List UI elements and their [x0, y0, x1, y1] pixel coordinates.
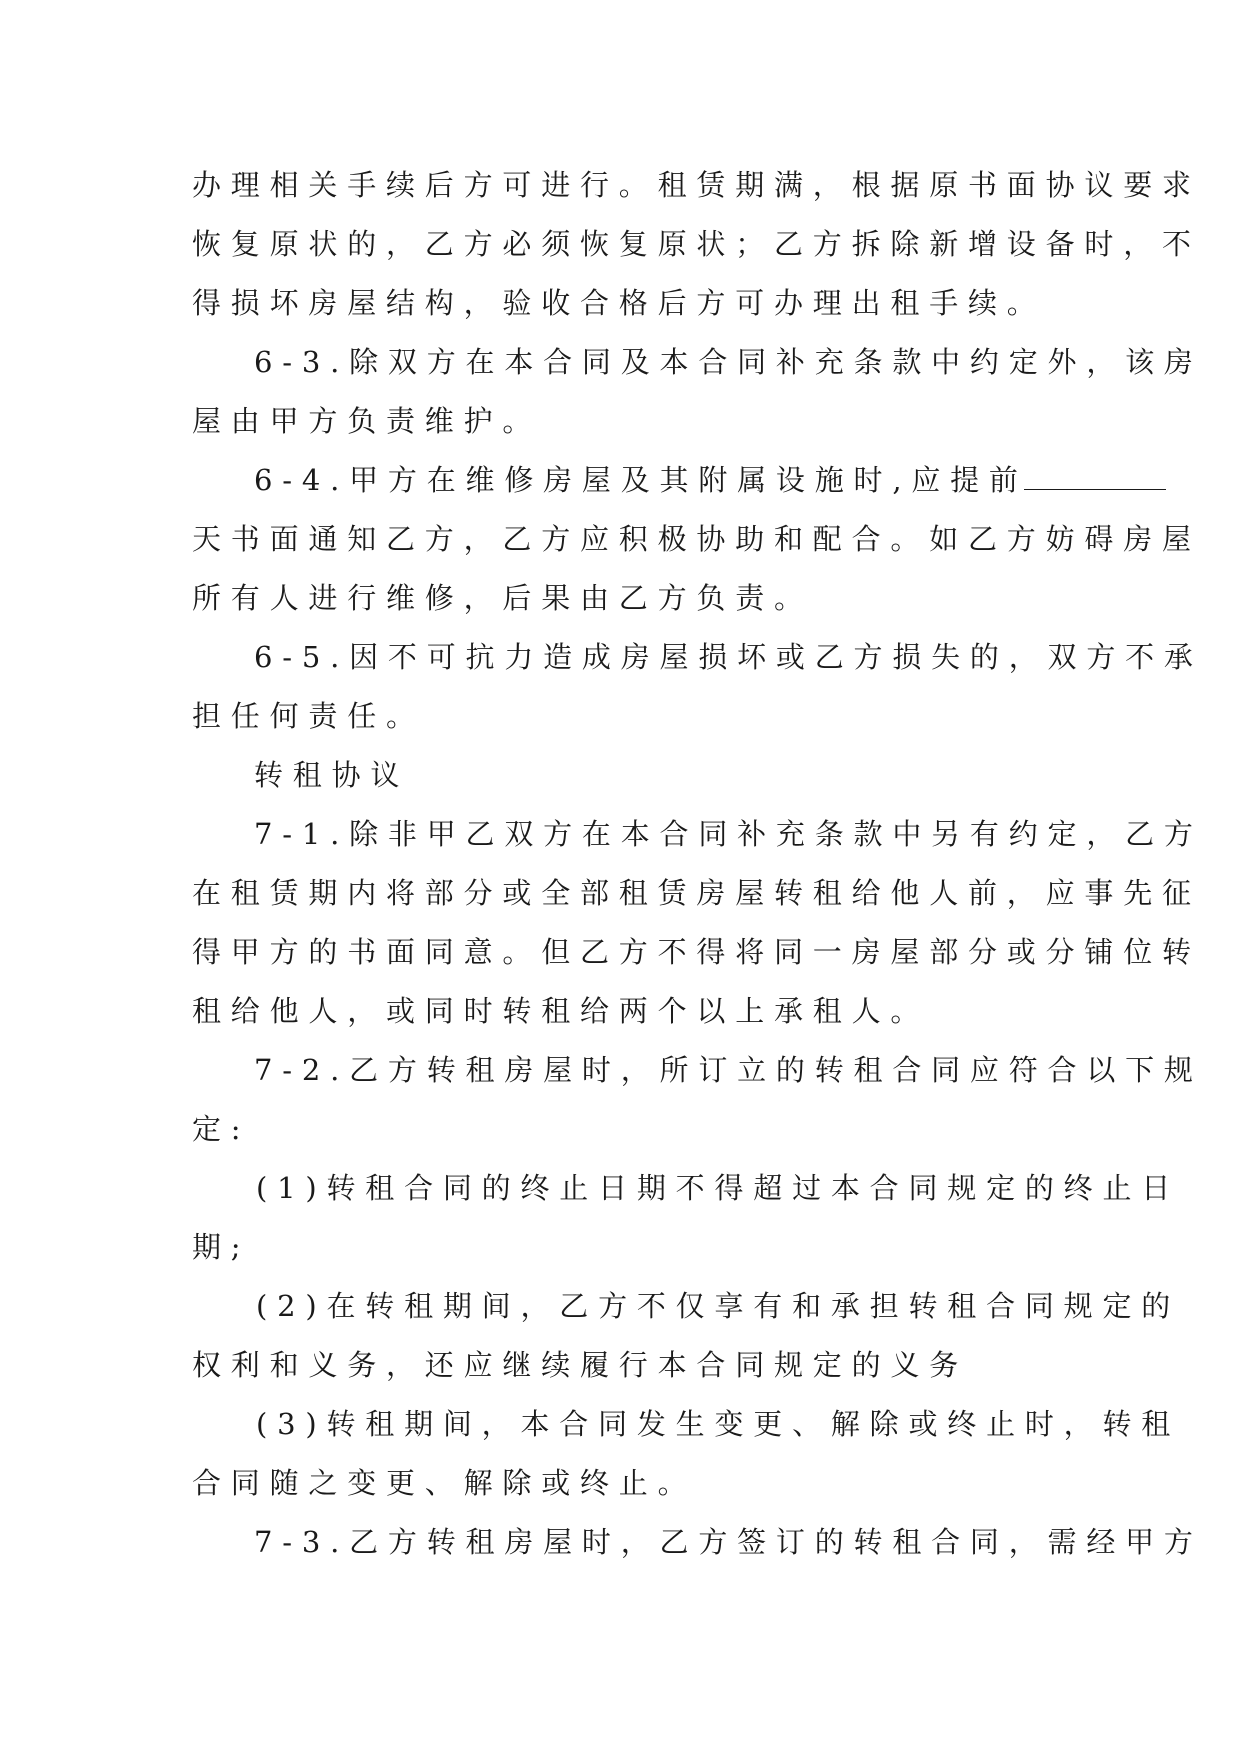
- text-line: 屋由甲方负责维护。: [192, 404, 542, 438]
- text-line: 天书面通知乙方，乙方应积极协助和配合。如乙方妨碍房屋: [192, 522, 1201, 556]
- text-line: 合同随之变更、解除或终止。: [192, 1466, 697, 1500]
- text-line: 所有人进行维修，后果由乙方负责。: [192, 581, 813, 615]
- text-line: 担任何责任。: [192, 699, 425, 733]
- clause-6-4-line: [192, 451, 1052, 510]
- clause-6-4-text: 6-4.甲方在维修房屋及其附属设施时,应提前: [254, 463, 1028, 497]
- list-item-2: (2)在转租期间，乙方不仅享有和承担转租合同规定的: [256, 1289, 1181, 1323]
- document-page: [192, 156, 1203, 1572]
- list-item-1: (1)转租合同的终止日期不得超过本合同规定的终止日: [256, 1171, 1181, 1205]
- text-line: 在租赁期内将部分或全部租赁房屋转租给他人前，应事先征: [192, 876, 1201, 910]
- fill-in-blank: [1024, 465, 1166, 490]
- list-item-3: (3)转租期间，本合同发生变更、解除或终止时，转租: [256, 1407, 1181, 1441]
- text-line: 办理相关手续后方可进行。租赁期满，根据原书面协议要求: [192, 168, 1201, 202]
- clause-6-3-line: 6-3.除双方在本合同及本合同补充条款中约定外，该房: [254, 345, 1203, 379]
- clause-6-5-line: 6-5.因不可抗力造成房屋损坏或乙方损失的，双方不承: [254, 640, 1203, 674]
- clause-7-2-line: 7-2.乙方转租房屋时，所订立的转租合同应符合以下规: [254, 1053, 1203, 1087]
- text-line: 租给他人，或同时转租给两个以上承租人。: [192, 994, 930, 1028]
- section-heading: 转租协议: [254, 758, 410, 792]
- text-line: 得损坏房屋结构，验收合格后方可办理出租手续。: [192, 286, 1046, 320]
- text-line: 定:: [192, 1112, 251, 1146]
- text-line: 得甲方的书面同意。但乙方不得将同一房屋部分或分铺位转: [192, 935, 1201, 969]
- text-line: 期;: [192, 1230, 251, 1264]
- clause-7-1-line: 7-1.除非甲乙双方在本合同补充条款中另有约定，乙方: [254, 817, 1203, 851]
- text-line: 权利和义务，还应继续履行本合同规定的义务: [192, 1348, 969, 1382]
- clause-7-3-line: 7-3.乙方转租房屋时，乙方签订的转租合同，需经甲方: [254, 1525, 1203, 1559]
- text-line: 恢复原状的，乙方必须恢复原状；乙方拆除新增设备时，不: [192, 227, 1201, 261]
